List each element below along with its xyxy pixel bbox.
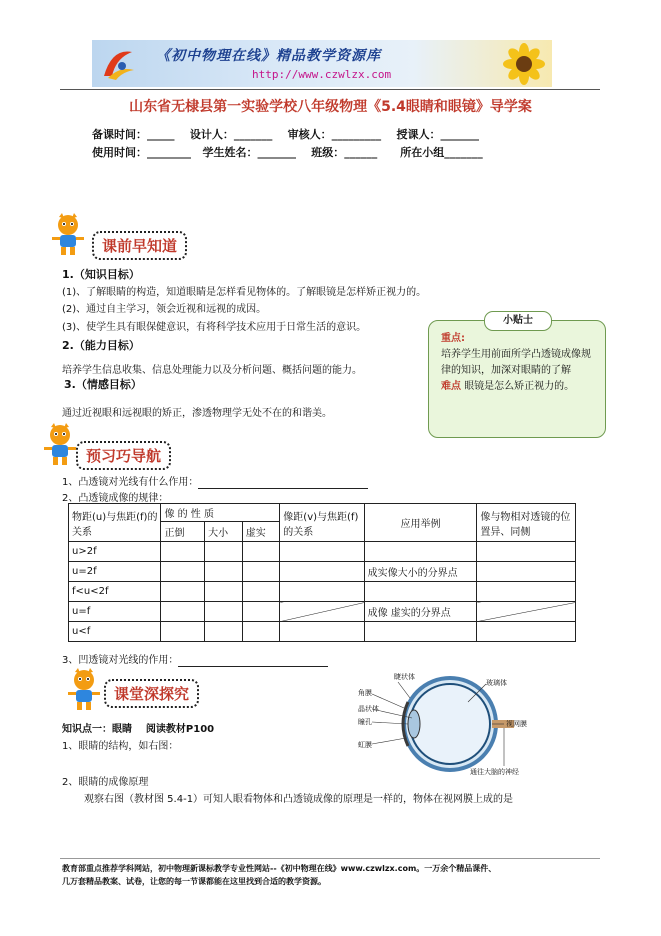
answer-blank-3[interactable] [178, 655, 328, 667]
emotion-goal-text: 通过近视眼和远视眼的矫正，渗透物理学无处不在的和谐美。 [62, 408, 332, 419]
eye-imaging-title: 2、眼睛的成像原理 [62, 777, 149, 788]
question-1 [62, 473, 368, 489]
tiger-mascot-icon [66, 668, 102, 712]
key-point-label: 重点: [441, 333, 465, 344]
tiger-mascot-icon [42, 423, 78, 467]
question-2: 2、凸透镜成像的规律： [62, 493, 169, 504]
section-heading-preview: 课前早知道 [92, 231, 187, 260]
cell-input[interactable] [280, 562, 364, 582]
cell-input[interactable] [161, 622, 205, 642]
th-object-distance: 物距(u)与焦距(f)的关系 [69, 504, 161, 542]
table-row [69, 622, 576, 642]
footer-line-2: 几万套精品教案、试卷，让您的每一节课都能在这里找到合适的教学资源。 [62, 877, 326, 886]
cell-input[interactable] [477, 622, 576, 642]
banner-title: 《初中物理在线》精品教学资源库 [156, 48, 381, 64]
th-upright-inverted: 正倒 [161, 522, 205, 542]
cell-input[interactable] [161, 602, 205, 622]
section-heading-explore: 课堂深探究 [104, 679, 199, 708]
table-row [69, 562, 576, 582]
cell-input[interactable] [242, 602, 280, 622]
cell-input[interactable] [161, 542, 205, 562]
cell-input[interactable] [205, 602, 243, 622]
cell-input[interactable] [364, 622, 477, 642]
row-condition: u=2f [69, 562, 161, 582]
tip-box [428, 320, 606, 438]
difficulty-label: 难点 [441, 381, 461, 392]
cell-input[interactable] [280, 542, 364, 562]
knowledge-goal-2: (2)、通过自主学习，领会近视和远视的成因。 [62, 304, 267, 315]
row-condition: u>2f [69, 542, 161, 562]
cell-input[interactable] [477, 562, 576, 582]
meta-row-2: 使用时间：________ 学生姓名：_______ 班级：______ 所在小组_______ [92, 146, 483, 159]
eye-structure-text: 1、眼睛的结构，如右图： [62, 741, 179, 752]
th-image-nature: 像 的 性 质 [161, 504, 280, 522]
emotion-goal-title: 3.（情感目标） [64, 378, 142, 391]
cell-input[interactable] [242, 582, 280, 602]
question-1-text: 1、凸透镜对光线有什么作用： [62, 477, 199, 488]
eye-cross-section-icon [358, 672, 568, 778]
table-row [69, 582, 576, 602]
header-banner [92, 40, 552, 87]
cell-input[interactable] [161, 582, 205, 602]
cell-input[interactable] [242, 562, 280, 582]
ability-goal-title: 2.（能力目标） [62, 339, 140, 352]
label-cornea: 角膜 [358, 689, 372, 697]
th-image-distance: 像距(v)与焦距(f)的关系 [280, 504, 364, 542]
cell-input[interactable] [205, 582, 243, 602]
answer-blank-1[interactable] [198, 477, 368, 489]
knowledge-goal-title: 1.（知识目标） [62, 268, 140, 281]
footer-rule [60, 858, 600, 859]
tip-title: 小贴士 [484, 311, 552, 331]
label-retina: 视网膜 [506, 720, 527, 728]
cell-input[interactable] [205, 562, 243, 582]
row-condition: f<u<2f [69, 582, 161, 602]
difficulty-text: 眼镜是怎么矫正视力的。 [464, 381, 575, 392]
document-title: 山东省无棣县第一实验学校八年级物理《5.4眼睛和眼镜》导学案 [129, 99, 532, 115]
label-lens: 晶状体 [358, 705, 379, 713]
knowledge-goal-1: (1)、了解眼睛的构造，知道眼睛是怎样看见物体的。了解眼镜是怎样矫正视力的。 [62, 287, 427, 298]
banner-url[interactable]: http://www.czwlzx.com [252, 68, 392, 81]
cell-input[interactable] [477, 582, 576, 602]
th-application: 应用举例 [364, 504, 477, 542]
footer [62, 862, 602, 888]
question-3 [62, 651, 328, 667]
cell-input[interactable] [477, 542, 576, 562]
cell-input[interactable] [242, 622, 280, 642]
key-point-text: 培养学生用前面所学凸透镜成像规律的知识，加深对眼睛的了解 [441, 349, 591, 376]
cell-application: 成实像大小的分界点 [364, 562, 477, 582]
th-size: 大小 [205, 522, 243, 542]
footer-line-1: 教育部重点推荐学科网站，初中物理新课标教学专业性网站--《初中物理在线》www.czwlzx.com。一万余个精品课件、 [62, 864, 497, 873]
site-logo-icon [98, 44, 138, 84]
cell-input[interactable] [280, 582, 364, 602]
question-3-text: 3、凹透镜对光线的作用： [62, 655, 179, 666]
sunflower-icon [494, 42, 548, 86]
cell-application: 成像 虚实的分界点 [364, 602, 477, 622]
label-ciliary-body: 睫状体 [394, 673, 415, 681]
cell-input[interactable] [280, 622, 364, 642]
ability-goal-text: 培养学生信息收集、信息处理能力以及分析问题、概括问题的能力。 [62, 365, 362, 376]
cell-crossed [280, 602, 364, 622]
label-iris: 虹膜 [358, 741, 372, 749]
th-real-virtual: 虚实 [242, 522, 280, 542]
cell-crossed [477, 602, 576, 622]
cell-input[interactable] [364, 542, 477, 562]
row-condition: u<f [69, 622, 161, 642]
section-heading-guide: 预习巧导航 [76, 441, 171, 470]
eye-diagram [358, 672, 568, 778]
knowledge-point-1: 知识点一：眼睛 阅读教材P100 [62, 724, 215, 735]
cell-input[interactable] [242, 542, 280, 562]
cell-input[interactable] [364, 582, 477, 602]
header-rule [60, 89, 600, 90]
meta-row-1: 备课时间：_____ 设计人：_______ 审核人：_________ 授课人：_______ [92, 128, 479, 141]
cell-input[interactable] [205, 542, 243, 562]
knowledge-goal-3: (3)、使学生具有眼保健意识，有将科学技术应用于日常生活的意识。 [62, 322, 367, 333]
row-condition: u=f [69, 602, 161, 622]
cell-input[interactable] [161, 562, 205, 582]
th-relative-position: 像与物相对透镜的位置异、同侧 [477, 504, 576, 542]
tiger-mascot-icon [50, 213, 86, 257]
cell-input[interactable] [205, 622, 243, 642]
label-vitreous: 玻璃体 [486, 679, 507, 687]
convex-lens-table [68, 503, 576, 642]
label-pupil: 瞳孔 [358, 718, 372, 726]
eye-imaging-text: 观察右图（教材图 5.4-1）可知人眼看物体和凸透镜成像的原理是一样的，物体在视网膜上成的是 [84, 794, 514, 805]
label-optic-nerve: 通往大脑的神经 [470, 768, 519, 776]
table-row [69, 602, 576, 622]
table-row [69, 542, 576, 562]
